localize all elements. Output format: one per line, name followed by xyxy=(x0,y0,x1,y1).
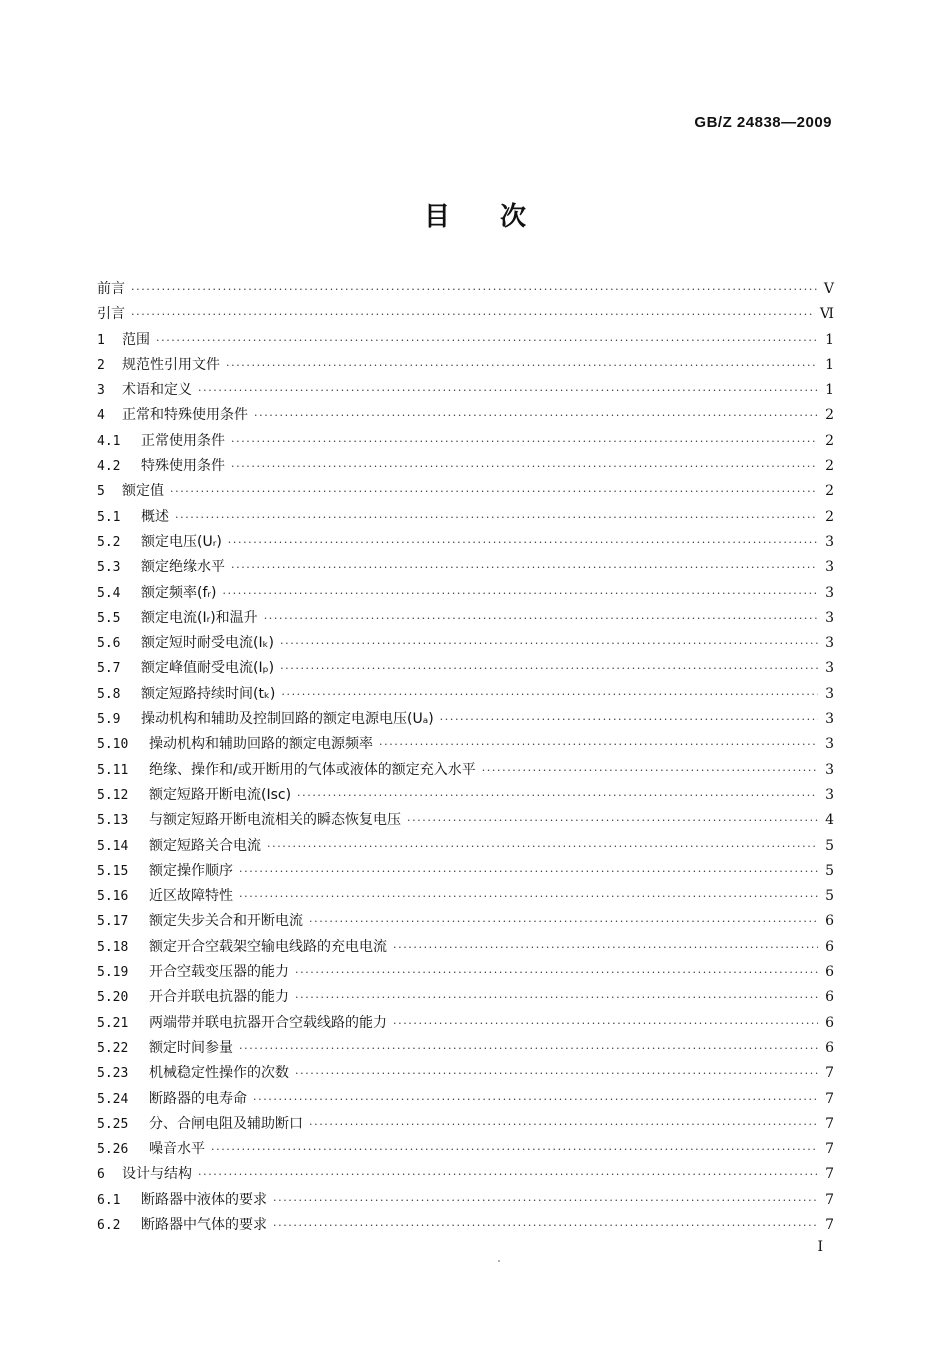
toc-entry-page: 3 xyxy=(825,584,834,601)
toc-entry-number: 5.4 xyxy=(97,585,121,601)
toc-entry-page: 2 xyxy=(825,432,834,449)
toc-entry-number: 5.7 xyxy=(97,661,121,677)
toc-entry-number: 5.16 xyxy=(97,889,129,905)
toc-entry-page: 3 xyxy=(825,660,834,677)
toc-entry[interactable] xyxy=(97,403,834,428)
toc-entry-label: 分、合闸电阻及辅助断口 xyxy=(149,1115,303,1132)
toc-leader-dots xyxy=(198,1162,818,1187)
toc-entry-label: 额定频率(fᵣ) xyxy=(141,584,217,601)
toc-entry-page: 7 xyxy=(825,1090,834,1107)
toc-entry-page: 2 xyxy=(825,483,834,500)
toc-entry-page: 4 xyxy=(825,812,834,829)
toc-entry-page: 3 xyxy=(825,761,834,778)
toc-entry-label: 前言 xyxy=(97,281,125,297)
toc-entry-label: 额定短路开断电流(Isc) xyxy=(149,786,292,803)
toc-entry-page: 7 xyxy=(825,1065,834,1082)
toc-leader-dots xyxy=(131,277,818,302)
toc-leader-dots xyxy=(393,935,818,960)
toc-entry-page: 5 xyxy=(825,862,834,879)
toc-entry-page: 6 xyxy=(825,938,834,955)
toc-entry-label: 额定开合空载架空输电线路的充电电流 xyxy=(149,938,387,955)
toc-entry-label: 断路器中气体的要求 xyxy=(141,1216,267,1233)
toc-entry-label: 额定短时耐受电流(Iₖ) xyxy=(141,635,275,652)
toc-entry-label: 概述 xyxy=(141,508,169,525)
toc-leader-dots xyxy=(222,581,818,606)
toc-entry-page: 6 xyxy=(825,913,834,930)
toc-leader-dots xyxy=(231,555,818,580)
toc-entry-label: 操动机构和辅助及控制回路的额定电源电压(Uₐ) xyxy=(141,711,434,728)
toc-entry-number: 4.2 xyxy=(97,459,121,475)
toc-leader-dots xyxy=(273,1188,818,1213)
toc-entry-number: 6.1 xyxy=(97,1192,121,1208)
toc-entry-page: 1 xyxy=(825,331,834,348)
toc-entry[interactable] xyxy=(97,1036,834,1061)
toc-entry-number: 5.18 xyxy=(97,939,129,955)
toc-entry-page: 2 xyxy=(825,508,834,525)
toc-entry-page: 2 xyxy=(825,458,834,475)
toc-entry[interactable] xyxy=(97,530,834,555)
toc-entry-page: 3 xyxy=(825,685,834,702)
toc-entry[interactable] xyxy=(97,758,834,783)
toc-entry[interactable] xyxy=(97,1188,834,1213)
toc-entry[interactable] xyxy=(97,1213,834,1238)
toc-entry-label: 机械稳定性操作的次数 xyxy=(149,1065,289,1082)
toc-entry-number: 5.17 xyxy=(97,914,129,930)
toc-entry[interactable] xyxy=(97,277,834,302)
toc-leader-dots xyxy=(239,1036,818,1061)
toc-entry-number: 5.3 xyxy=(97,560,121,576)
toc-entry-number: 1 xyxy=(97,332,105,348)
toc-entry-label: 与额定短路开断电流相关的瞬态恢复电压 xyxy=(149,812,401,829)
toc-entry-page: 6 xyxy=(825,989,834,1006)
toc-entry-number: 5.23 xyxy=(97,1066,129,1082)
toc-entry-number: 5.26 xyxy=(97,1142,129,1158)
toc-leader-dots xyxy=(253,1087,818,1112)
toc-entry-label: 噪音水平 xyxy=(149,1141,205,1158)
toc-entry-number: 5.21 xyxy=(97,1015,129,1031)
toc-entry[interactable] xyxy=(97,1011,834,1036)
toc-entry-number: 5.14 xyxy=(97,838,129,854)
toc-entry[interactable] xyxy=(97,884,834,909)
toc-entry[interactable] xyxy=(97,1087,834,1112)
toc-entry-page: 3 xyxy=(825,533,834,550)
toc-entry-label: 额定时间参量 xyxy=(149,1039,233,1056)
toc-entry-number: 5.9 xyxy=(97,712,121,728)
toc-entry-number: 3 xyxy=(97,383,105,399)
toc-leader-dots xyxy=(309,1112,818,1137)
toc-entry[interactable] xyxy=(97,454,834,479)
toc-entry-page: 3 xyxy=(825,559,834,576)
scan-speck xyxy=(498,1260,500,1262)
toc-entry[interactable] xyxy=(97,581,834,606)
toc-entry-number: 6.2 xyxy=(97,1217,121,1233)
toc-entry[interactable] xyxy=(97,378,834,403)
toc-entry-number: 5.22 xyxy=(97,1040,129,1056)
toc-entry-label: 额定值 xyxy=(122,483,164,500)
toc-entry-label: 额定失步关合和开断电流 xyxy=(149,913,303,930)
toc-leader-dots xyxy=(264,606,818,631)
toc-leader-dots xyxy=(175,505,818,530)
toc-entry-number: 5.10 xyxy=(97,737,129,753)
toc-entry-label: 操动机构和辅助回路的额定电源频率 xyxy=(149,736,373,753)
toc-leader-dots xyxy=(295,960,818,985)
toc-entry-page: 3 xyxy=(825,711,834,728)
toc-entry-number: 5.13 xyxy=(97,813,129,829)
toc-leader-dots xyxy=(239,859,818,884)
toc-entry-number: 5.11 xyxy=(97,762,129,778)
toc-entry-page: 1 xyxy=(825,382,834,399)
toc-entry[interactable] xyxy=(97,935,834,960)
toc-entry-label: 正常使用条件 xyxy=(141,432,225,449)
toc-entry-label: 额定绝缘水平 xyxy=(141,559,225,576)
toc-entry-number: 4.1 xyxy=(97,433,121,449)
toc-entry-number: 4 xyxy=(97,408,105,424)
toc-leader-dots xyxy=(280,631,818,656)
toc-entry-number: 5.15 xyxy=(97,863,129,879)
toc-entry[interactable] xyxy=(97,732,834,757)
toc-entry[interactable] xyxy=(97,479,834,504)
toc-leader-dots xyxy=(393,1011,818,1036)
toc-leader-dots xyxy=(254,403,818,428)
toc-entry-label: 规范性引用文件 xyxy=(122,356,220,373)
toc-leader-dots xyxy=(440,707,818,732)
toc-leader-dots xyxy=(231,454,818,479)
toc-entry-number: 6 xyxy=(97,1167,105,1183)
toc-entry[interactable] xyxy=(97,631,834,656)
toc-entry-label: 额定电压(Uᵣ) xyxy=(141,533,222,550)
toc-entry[interactable] xyxy=(97,859,834,884)
toc-leader-dots xyxy=(239,884,818,909)
toc-leader-dots xyxy=(231,429,818,454)
toc-entry[interactable] xyxy=(97,353,834,378)
toc-entry-page: Ⅵ xyxy=(819,306,834,323)
page-title: 目次 xyxy=(423,202,576,232)
toc-entry-label: 断路器的电寿命 xyxy=(149,1090,247,1107)
toc-entry-page: 1 xyxy=(825,356,834,373)
toc-entry-number: 5 xyxy=(97,484,105,500)
toc-entry-number: 5.12 xyxy=(97,787,129,803)
toc-entry-page: 5 xyxy=(825,837,834,854)
table-of-contents xyxy=(97,277,834,1238)
toc-entry[interactable] xyxy=(97,429,834,454)
toc-entry-page: 3 xyxy=(825,635,834,652)
toc-entry[interactable] xyxy=(97,606,834,631)
toc-leader-dots xyxy=(273,1213,818,1238)
toc-entry[interactable] xyxy=(97,808,834,833)
toc-entry-number: 5.5 xyxy=(97,610,121,626)
toc-entry-label: 设计与结构 xyxy=(122,1166,192,1183)
toc-entry[interactable] xyxy=(97,302,834,327)
toc-entry[interactable] xyxy=(97,656,834,681)
toc-entry-label: 额定短路关合电流 xyxy=(149,837,261,854)
toc-entry-page: 6 xyxy=(825,1014,834,1031)
toc-entry-page: 6 xyxy=(825,964,834,981)
toc-leader-dots xyxy=(281,682,818,707)
toc-entry-page: 7 xyxy=(825,1216,834,1233)
toc-entry[interactable] xyxy=(97,960,834,985)
toc-entry-label: 近区故障特性 xyxy=(149,888,233,905)
toc-entry-label: 额定短路持续时间(tₖ) xyxy=(141,685,276,702)
toc-entry-label: 开合并联电抗器的能力 xyxy=(149,989,289,1006)
toc-leader-dots xyxy=(280,656,818,681)
toc-leader-dots xyxy=(407,808,818,833)
toc-entry-label: 断路器中液体的要求 xyxy=(141,1191,267,1208)
toc-entry-page: 3 xyxy=(825,736,834,753)
toc-leader-dots xyxy=(379,732,818,757)
toc-entry-number: 5.24 xyxy=(97,1091,129,1107)
toc-leader-dots xyxy=(131,302,814,327)
toc-entry-label: 引言 xyxy=(97,306,125,323)
toc-leader-dots xyxy=(156,328,818,353)
toc-entry-page: 6 xyxy=(825,1039,834,1056)
toc-entry[interactable] xyxy=(97,682,834,707)
toc-entry-page: 3 xyxy=(825,609,834,626)
toc-leader-dots xyxy=(170,479,818,504)
toc-entry[interactable] xyxy=(97,783,834,808)
toc-leader-dots xyxy=(211,1137,818,1162)
toc-entry[interactable] xyxy=(97,909,834,934)
toc-leader-dots xyxy=(295,1061,818,1086)
toc-entry-number: 5.25 xyxy=(97,1116,129,1132)
toc-entry-page: 2 xyxy=(825,407,834,424)
toc-leader-dots xyxy=(482,758,818,783)
toc-entry-page: Ⅴ xyxy=(823,281,834,297)
page-number: I xyxy=(817,1239,823,1255)
toc-entry-label: 术语和定义 xyxy=(122,382,192,399)
toc-entry-number: 5.6 xyxy=(97,636,121,652)
toc-entry-label: 开合空载变压器的能力 xyxy=(149,964,289,981)
toc-leader-dots xyxy=(309,909,818,934)
standard-number: GB/Z 24838—2009 xyxy=(694,114,832,131)
toc-entry[interactable] xyxy=(97,1162,834,1187)
toc-entry[interactable] xyxy=(97,985,834,1010)
toc-entry[interactable] xyxy=(97,1137,834,1162)
toc-leader-dots xyxy=(267,834,818,859)
toc-entry-page: 7 xyxy=(825,1166,834,1183)
toc-entry-number: 5.20 xyxy=(97,990,129,1006)
toc-entry-number: 5.2 xyxy=(97,534,121,550)
toc-leader-dots xyxy=(198,378,818,403)
toc-entry[interactable] xyxy=(97,1061,834,1086)
toc-entry[interactable] xyxy=(97,707,834,732)
toc-entry-page: 7 xyxy=(825,1191,834,1208)
toc-entry[interactable] xyxy=(97,834,834,859)
toc-entry-number: 5.19 xyxy=(97,965,129,981)
toc-entry-label: 正常和特殊使用条件 xyxy=(122,407,248,424)
toc-leader-dots xyxy=(226,353,818,378)
toc-leader-dots xyxy=(295,985,818,1010)
toc-entry-page: 7 xyxy=(825,1141,834,1158)
toc-entry[interactable] xyxy=(97,328,834,353)
toc-entry-label: 额定峰值耐受电流(Iₚ) xyxy=(141,660,275,677)
toc-entry-label: 绝缘、操作和/或开断用的气体或液体的额定充入水平 xyxy=(149,761,476,778)
toc-entry-number: 2 xyxy=(97,357,105,373)
toc-entry-label: 特殊使用条件 xyxy=(141,458,225,475)
toc-entry-page: 3 xyxy=(825,786,834,803)
toc-entry[interactable] xyxy=(97,505,834,530)
toc-entry-label: 范围 xyxy=(122,331,150,348)
toc-entry-label: 两端带并联电抗器开合空载线路的能力 xyxy=(149,1014,387,1031)
toc-entry-number: 5.1 xyxy=(97,509,121,525)
toc-entry-label: 额定操作顺序 xyxy=(149,862,233,879)
toc-entry[interactable] xyxy=(97,555,834,580)
toc-entry-page: 7 xyxy=(825,1115,834,1132)
toc-entry-label: 额定电流(Iᵣ)和温升 xyxy=(141,609,258,626)
toc-entry[interactable] xyxy=(97,1112,834,1137)
toc-entry-number: 5.8 xyxy=(97,686,121,702)
toc-leader-dots xyxy=(228,530,818,555)
toc-entry-page: 5 xyxy=(825,888,834,905)
toc-leader-dots xyxy=(297,783,818,808)
